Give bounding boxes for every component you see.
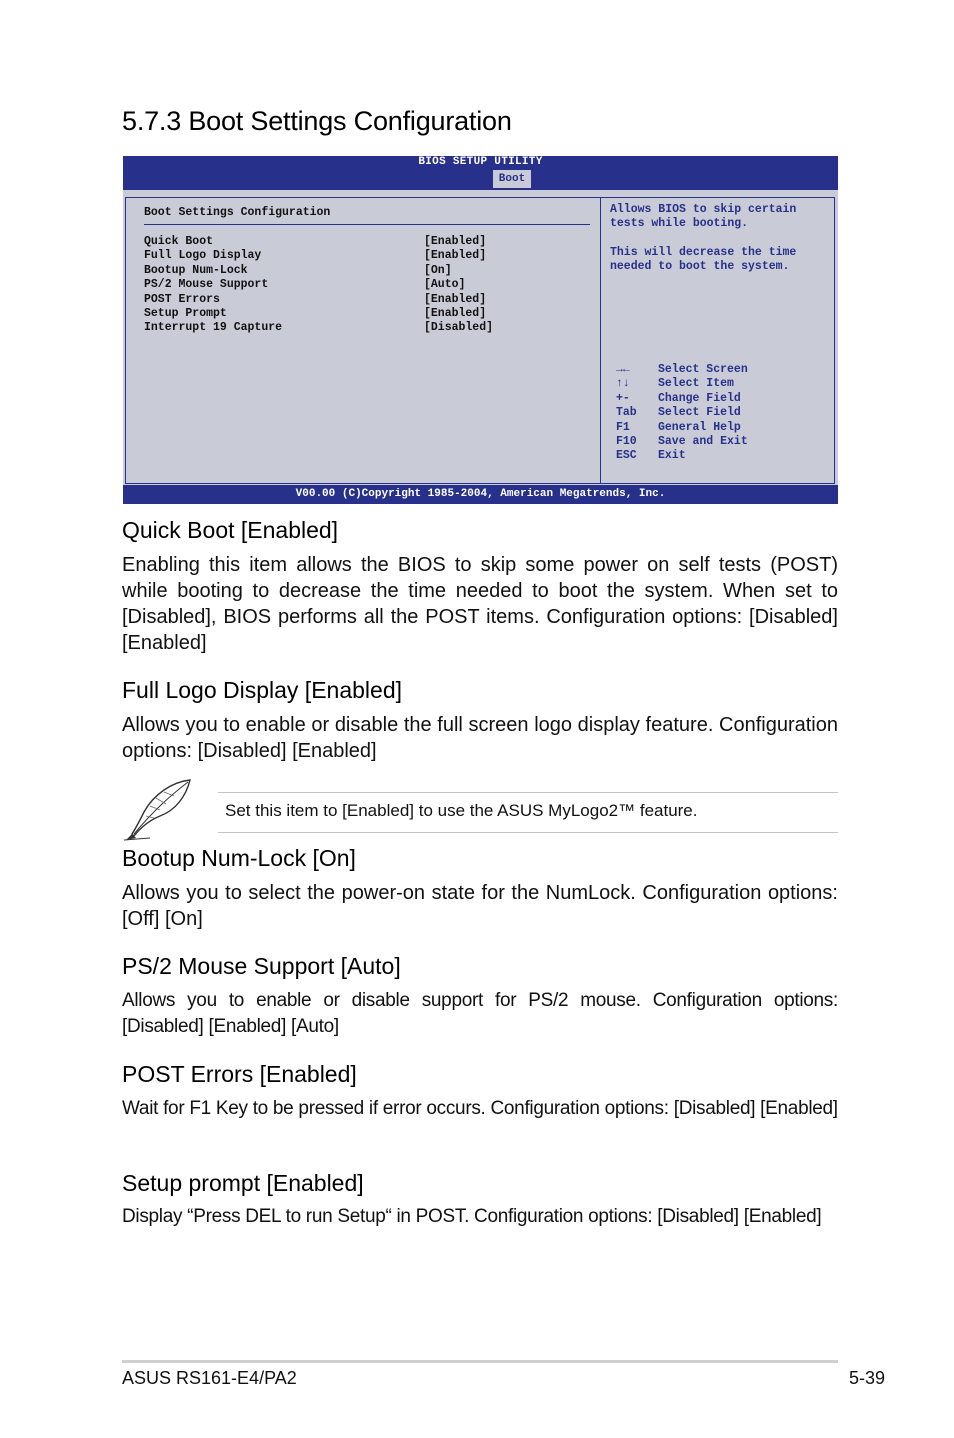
bios-item-label: Quick Boot <box>144 235 214 248</box>
bios-item-quick-boot[interactable] <box>144 235 594 249</box>
key-desc: Select Screen <box>658 363 748 376</box>
key-desc: Exit <box>658 449 686 463</box>
key-desc: General Help <box>658 420 741 434</box>
key-row-general-help <box>616 421 816 435</box>
bios-item-ps2-mouse-support[interactable] <box>144 278 594 292</box>
bios-item-label: PS/2 Mouse Support <box>144 278 269 292</box>
bios-utility-title: BIOS SETUP UTILITY <box>418 156 543 168</box>
key-row-select-screen <box>616 363 816 377</box>
bios-item-value[interactable]: [Enabled] <box>424 235 487 248</box>
bios-item-full-logo-display[interactable] <box>144 249 594 263</box>
key-label: F1 <box>616 420 630 434</box>
key-row-exit <box>616 449 816 463</box>
note-text: Set this item to [Enabled] to use the ASUS MyLogo2™ feature. <box>225 801 698 820</box>
key-row-select-item <box>616 377 816 391</box>
key-desc: Change Field <box>658 391 741 405</box>
key-label: ESC <box>616 449 637 463</box>
bios-item-label: Full Logo Display <box>144 249 262 263</box>
bios-help-panel <box>602 198 834 483</box>
heading-full-logo: Full Logo Display [Enabled] <box>122 677 402 703</box>
bios-item-label: Interrupt 19 Capture <box>144 321 283 335</box>
bios-item-value[interactable]: [Enabled] <box>424 306 487 320</box>
key-row-change-field <box>616 392 816 406</box>
key-desc: Save and Exit <box>658 434 748 448</box>
body-quick-boot: Enabling this item allows the BIOS to skip some power on self tests (POST) while booting to decrease the time needed to boot the system. When set to [Disabled], BIOS performs all the POST items. Configuration options: [Disabled] [Enabled] <box>122 554 838 654</box>
body-full-logo: Allows you to enable or disable the full screen logo display feature. Configuration options: [Disabled] [Enabled] <box>122 714 838 762</box>
section-title: 5.7.3 Boot Settings Configuration <box>122 106 512 136</box>
bios-help-text <box>610 203 832 289</box>
help-line: This will decrease the time <box>610 245 797 259</box>
bios-header <box>123 156 838 190</box>
heading-quick-boot: Quick Boot [Enabled] <box>122 517 339 543</box>
bios-item-post-errors[interactable] <box>144 293 594 307</box>
bios-item-value[interactable]: [Auto] <box>424 278 466 292</box>
arrow-left-right-icon: →← <box>616 363 630 376</box>
bios-item-value[interactable]: [On] <box>424 263 452 277</box>
heading-post-errors: POST Errors [Enabled] <box>122 1061 357 1087</box>
bios-divider <box>144 224 590 225</box>
key-row-save-exit <box>616 435 816 449</box>
quill-pen-icon <box>120 776 194 842</box>
bios-item-label: Setup Prompt <box>144 306 227 320</box>
bios-footer: V00.00 (C)Copyright 1985-2004, American Megatrends, Inc. <box>123 485 838 504</box>
bios-item-value[interactable]: [Enabled] <box>424 292 487 306</box>
bios-item-value[interactable]: [Enabled] <box>424 249 487 263</box>
help-line: Allows BIOS to skip certain <box>610 203 797 216</box>
bios-item-interrupt-19-capture[interactable] <box>144 321 594 335</box>
bios-item-value[interactable]: [Disabled] <box>424 321 494 335</box>
body-ps2-mouse: Allows you to enable or disable support for PS/2 mouse. Configuration options: [Disabled] [Enabled] [Auto] <box>122 990 838 1037</box>
footer-rule <box>122 1360 838 1363</box>
help-line: needed to boot the system. <box>610 260 790 274</box>
heading-ps2-mouse: PS/2 Mouse Support [Auto] <box>122 953 401 979</box>
key-row-select-field <box>616 406 816 420</box>
footer-model: ASUS RS161-E4/PA2 <box>122 1368 297 1388</box>
bios-item-setup-prompt[interactable] <box>144 307 594 321</box>
heading-setup-prompt: Setup prompt [Enabled] <box>122 1170 364 1196</box>
bios-tab-boot[interactable]: Boot <box>493 170 531 188</box>
bios-item-bootup-num-lock[interactable] <box>144 264 594 278</box>
bios-body <box>125 197 835 484</box>
key-label: +- <box>616 391 630 405</box>
footer-page-number: 5-39 <box>848 1368 885 1388</box>
help-line: tests while booting. <box>610 217 749 231</box>
bios-item-label: POST Errors <box>144 292 220 306</box>
arrow-up-down-icon: ↑↓ <box>616 377 630 391</box>
body-setup-prompt: Display “Press DEL to run Setup“ in POST. Configuration options: [Disabled] [Enabled] <box>122 1206 822 1227</box>
bios-key-legend <box>616 363 816 464</box>
bios-settings-panel <box>126 198 601 483</box>
key-desc: Select Field <box>658 406 741 420</box>
bios-item-list <box>144 235 594 336</box>
note-rule-top <box>218 792 838 793</box>
key-desc: Select Item <box>658 377 734 391</box>
bios-item-label: Bootup Num-Lock <box>144 263 248 277</box>
key-label: Tab <box>616 406 637 420</box>
key-label: F10 <box>616 434 637 448</box>
body-post-errors: Wait for F1 Key to be pressed if error occurs. Configuration options: [Disabled] [Enabled] <box>122 1098 838 1119</box>
body-numlock: Allows you to select the power-on state for the NumLock. Configuration options: [Off] [On] <box>122 882 838 930</box>
bios-config-title: Boot Settings Configuration <box>144 206 331 219</box>
heading-numlock: Bootup Num-Lock [On] <box>122 845 356 871</box>
bios-screen <box>123 156 838 504</box>
note-rule-bottom <box>218 832 838 833</box>
